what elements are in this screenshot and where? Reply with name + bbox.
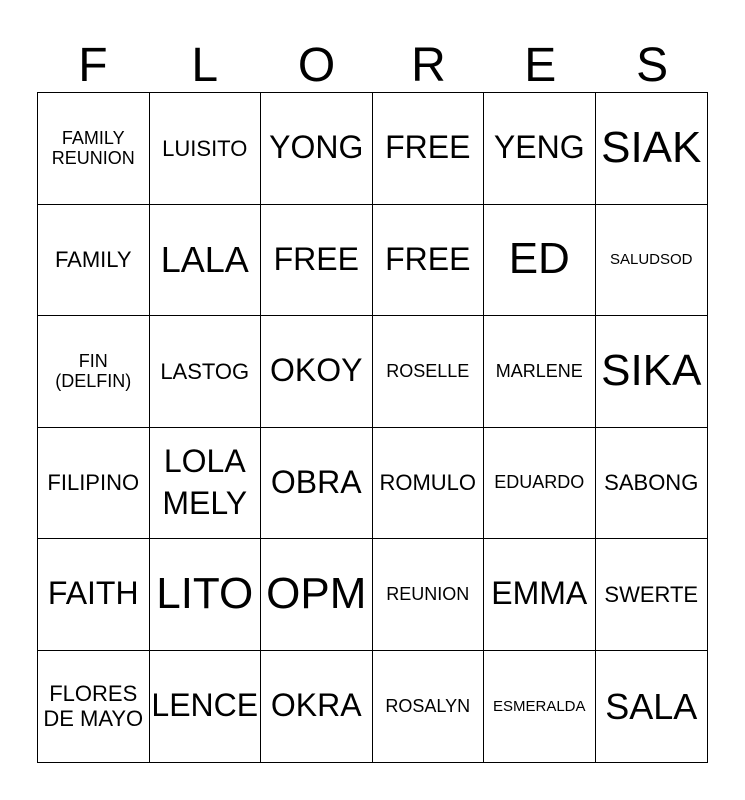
bingo-board <box>37 92 708 763</box>
bingo-cell[interactable]: MARLENE <box>484 316 596 428</box>
bingo-cell[interactable]: LASTOG <box>150 316 262 428</box>
bingo-cell[interactable]: FREE <box>373 205 485 317</box>
bingo-cell[interactable]: LITO <box>150 539 262 651</box>
bingo-cell[interactable]: ROSELLE <box>373 316 485 428</box>
bingo-cell[interactable]: FREE <box>261 205 373 317</box>
bingo-cell[interactable]: SIKA <box>596 316 708 428</box>
bingo-cell[interactable]: SABONG <box>596 428 708 540</box>
bingo-cell[interactable]: LUISITO <box>150 93 262 205</box>
header-letter: R <box>411 39 446 92</box>
bingo-cell[interactable]: OKRA <box>261 651 373 763</box>
bingo-cell[interactable]: OKOY <box>261 316 373 428</box>
bingo-cell[interactable]: ROSALYN <box>373 651 485 763</box>
bingo-cell[interactable]: FILIPINO <box>38 428 150 540</box>
bingo-cell[interactable]: OPM <box>261 539 373 651</box>
header-letter: S <box>636 39 669 92</box>
bingo-cell[interactable]: FLORES DE MAYO <box>38 651 150 763</box>
bingo-cell[interactable]: OBRA <box>261 428 373 540</box>
bingo-cell[interactable]: EDUARDO <box>484 428 596 540</box>
bingo-cell[interactable]: FREE <box>373 93 485 205</box>
bingo-cell[interactable]: FIN (DELFIN) <box>38 316 150 428</box>
bingo-cell[interactable]: YENG <box>484 93 596 205</box>
bingo-cell[interactable]: ED <box>484 205 596 317</box>
header-letter: L <box>191 39 219 92</box>
bingo-cell[interactable]: FAMILY <box>38 205 150 317</box>
header-letter: E <box>524 39 557 92</box>
bingo-cell[interactable]: EMMA <box>484 539 596 651</box>
bingo-cell[interactable]: LENCE <box>150 651 262 763</box>
bingo-cell[interactable]: YONG <box>261 93 373 205</box>
bingo-cell[interactable]: REUNION <box>373 539 485 651</box>
bingo-cell[interactable]: SALUDSOD <box>596 205 708 317</box>
header-letter: F <box>78 39 108 92</box>
bingo-cell[interactable]: SALA <box>605 685 698 727</box>
bingo-header <box>37 40 708 92</box>
bingo-cell[interactable]: LALA <box>150 205 262 317</box>
header-letter: O <box>297 39 336 92</box>
bingo-cell[interactable]: ESMERALDA <box>484 651 596 763</box>
bingo-cell[interactable]: FAMILY REUNION <box>38 93 150 205</box>
bingo-cell[interactable]: ROMULO <box>373 428 485 540</box>
bingo-cell[interactable]: SIAK <box>596 93 708 205</box>
bingo-cell[interactable]: FAITH <box>38 539 150 651</box>
bingo-cell[interactable]: LOLA MELY <box>150 428 262 540</box>
bingo-cell[interactable]: SWERTE <box>596 539 708 651</box>
